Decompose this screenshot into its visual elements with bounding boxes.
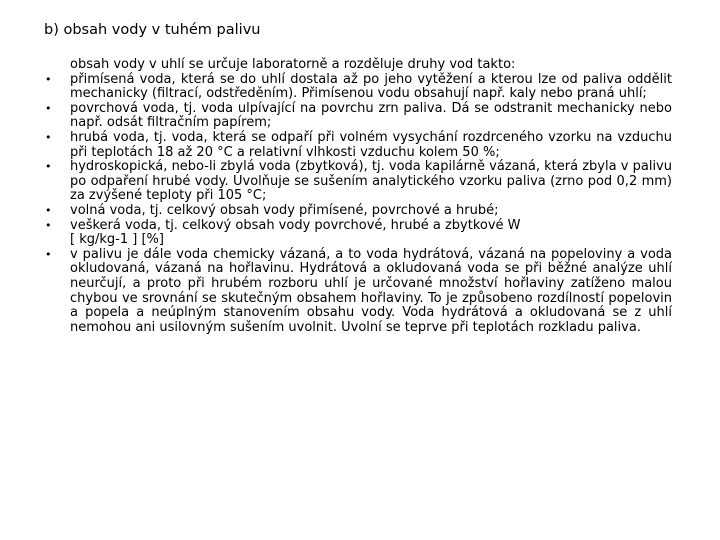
list-item-text: volná voda, tj. celkový obsah vody přimísené, povrchové a hrubé; [70,202,499,218]
list-item-veskera [45,217,672,234]
bullet-icon: • [45,101,52,115]
water-types-list [45,71,672,336]
list-item-chemicky-vazana [45,246,672,336]
list-item-povrchova [45,100,672,131]
content-block [45,57,672,335]
list-item-text: v palivu je dále voda chemicky vázaná, a to voda hydrátová, vázaná na popeloviny a voda okludovaná, vázaná na hořlavinu. Hydrátová a okludovaná voda se při běžné analýze uhlí neurčují, a proto při hrubém rozboru uhlí je určované množství hořlaviny zatíženo malou chybou ve srovnání se skutečným obsahem hořlaviny. To je způsobeno rozdílností popelovin a popela a neúplným stanovením obsahu vody. Voda hydrátová a okludovaná se z uhlí nemohou ani usilovným sušením uvolnit. Uvolní se teprve při teplotách rozkladu paliva. [70,246,672,335]
units-text: [ kg/kg-1 ] [%] [70,232,164,248]
list-item-text: přimísená voda, která se do uhlí dostala až po jeho vytěžení a kterou lze od paliva oddělit mechanicky (filtrací, odstředěním). Přimísenou vodu obsahují např. kaly nebo praná uhlí; [70,71,672,102]
intro-text: obsah vody v uhlí se určuje laboratorně a rozděluje druhy vod takto: [70,57,516,72]
list-item-text: hydroskopická, nebo-li zbylá voda (zbytková), tj. voda kapilárně vázaná, která zbyla v palivu po odpaření hrubé vody. Uvolňuje se sušením analytického vzorku paliva (zrno pod 0,2 mm) za zvýšené teploty při 105 °C; [70,159,672,204]
list-item-text: veškerá voda, tj. celkový obsah vody povrchové, hrubé a zbytkové W [70,217,521,233]
bullet-icon: • [45,160,52,174]
list-item-volna [45,202,672,219]
list-item-units [70,233,672,248]
list-item-hruba [45,129,672,160]
bullet-icon: • [45,218,52,232]
bullet-icon: • [45,247,52,261]
bullet-icon: • [45,203,52,217]
list-item-hydroskopicka [45,159,672,204]
list-item-primisena [45,71,672,102]
list-item-text: hrubá voda, tj. voda, která se odpaří při volném vysychání rozdrceného vzorku na vzduchu při teplotách 18 až 20 °C a relativní vlhkosti vzduchu kolem 50 %; [70,129,672,160]
bullet-icon: • [45,130,52,144]
list-item-text: povrchová voda, tj. voda ulpívající na povrchu zrn paliva. Dá se odstranit mechanicky nebo např. odsát filtračním papírem; [70,100,672,131]
bullet-icon: • [45,72,52,86]
section-heading: b) obsah vody v tuhém palivu [44,22,261,38]
